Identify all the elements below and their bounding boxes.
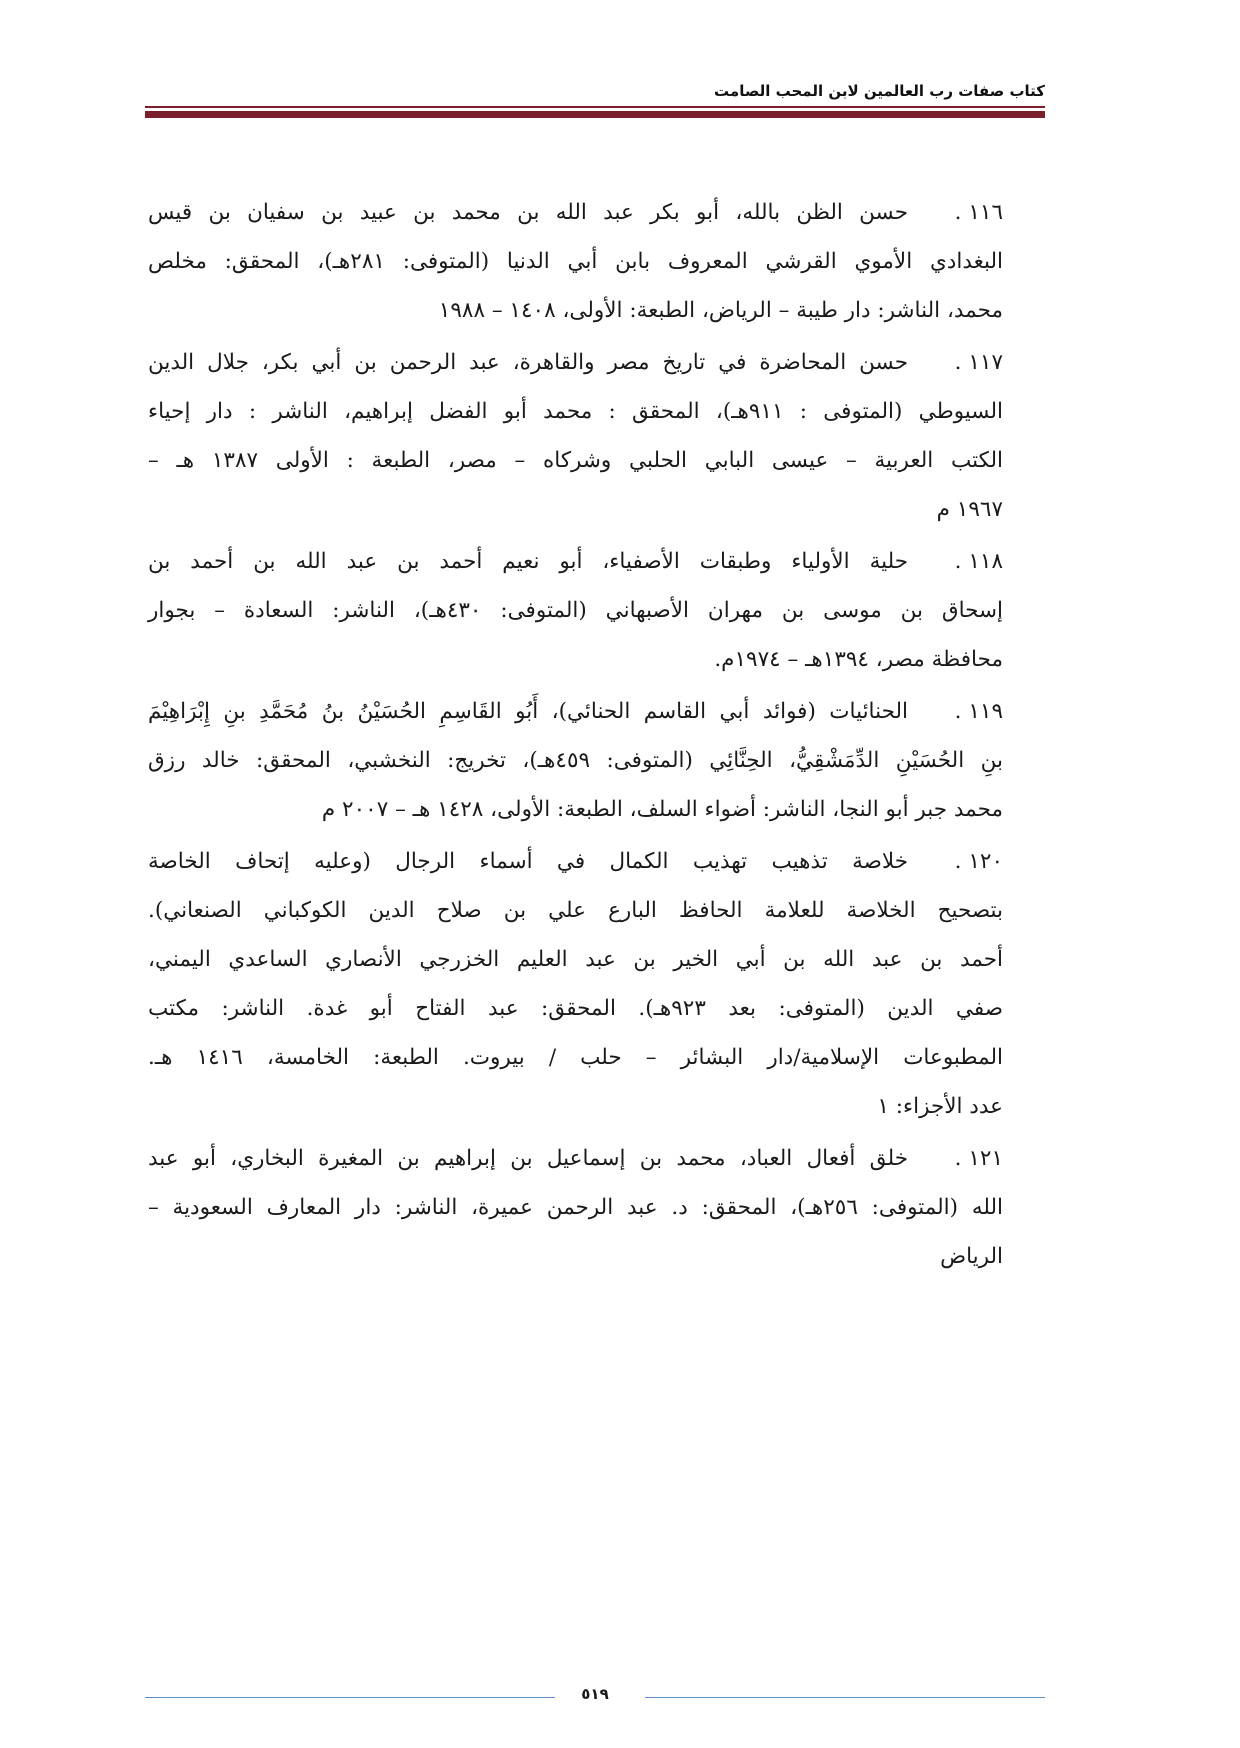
entry-text-line: أحمد بن عبد الله بن أبي الخير بن عبد العليم الخزرجي الأنصاري الساعدي اليمني، (148, 947, 1003, 972)
entry-text-line: إسحاق بن موسى بن مهران الأصبهاني (المتوفى: ٤٣٠هـ)، الناشر: السعادة – بجوار (148, 598, 1003, 623)
entry-text-line: حلية الأولياء وطبقات الأصفياء، أبو نعيم أحمد بن عبد الله بن أحمد بن (148, 549, 908, 574)
entry-text-line: خلق أفعال العباد، محمد بن إسماعيل بن إبراهيم بن المغيرة البخاري، أبو عبد (148, 1146, 908, 1171)
entry-text-line: بنِ الحُسَيْنِ الدِّمَشْقِيُّ، الحِنَّائِي (المتوفى: ٤٥٩هـ)، تخريج: النخشبي، المحقق: خالد رزق (148, 748, 1003, 773)
entry-text-line: محمد جبر أبو النجا، الناشر: أضواء السلف، الطبعة: الأولى، ١٤٢٨ هـ – ٢٠٠٧ م (321, 797, 1003, 822)
entry-text-line: السيوطي (المتوفى : ٩١١هـ)، المحقق : محمد أبو الفضل إبراهيم، الناشر : دار إحياء (148, 399, 1003, 424)
entry-number: ١١٨ . (954, 549, 1003, 574)
entry-text-line: محافظة مصر، ١٣٩٤هـ – ١٩٧٤م. (714, 647, 1003, 672)
bibliography-entry (148, 537, 1003, 684)
entry-number: ١١٧ . (954, 350, 1003, 375)
entry-number: ١١٦ . (954, 200, 1003, 225)
entry-text-line: خلاصة تذهيب تهذيب الكمال في أسماء الرجال (وعليه إتحاف الخاصة (148, 849, 908, 874)
entry-number: ١٢٠ . (954, 849, 1003, 874)
bibliography-entry (148, 188, 1003, 335)
entry-text-line: ١٩٦٧ م (936, 497, 1003, 522)
entry-text-line: الرياض (940, 1244, 1003, 1269)
entry-text-line: محمد، الناشر: دار طيبة – الرياض، الطبعة: الأولى، ١٤٠٨ – ١٩٨٨ (438, 298, 1003, 323)
bibliography-entry (148, 338, 1003, 534)
entry-text-line: حسن الظن بالله، أبو بكر عبد الله بن محمد بن عبيد بن سفيان بن قيس (148, 200, 908, 225)
running-header-title: كتاب صفات رب العالمين لابن المحب الصامت (714, 82, 1045, 100)
bibliography-entry (148, 1134, 1003, 1281)
bibliography-list (148, 188, 1003, 1284)
entry-text-line: حسن المحاضرة في تاريخ مصر والقاهرة، عبد الرحمن بن أبي بكر، جلال الدين (148, 350, 908, 375)
entry-text-line: صفي الدين (المتوفى: بعد ٩٢٣هـ). المحقق: عبد الفتاح أبو غدة. الناشر: مكتب (148, 996, 1003, 1021)
entry-text-line: البغدادي الأموي القرشي المعروف بابن أبي الدنيا (المتوفى: ٢٨١هـ)، المحقق: مخلص (148, 249, 1003, 274)
entry-text-line: عدد الأجزاء: ١ (877, 1094, 1003, 1119)
header-rule-thick (145, 111, 1045, 118)
page-footer (145, 1683, 1045, 1713)
entry-text-line: الكتب العربية – عيسى البابي الحلبي وشركاه – مصر، الطبعة : الأولى ١٣٨٧ هـ – (148, 448, 1003, 473)
entry-text-line: الله (المتوفى: ٢٥٦هـ)، المحقق: د. عبد الرحمن عميرة، الناشر: دار المعارف السعودية – (148, 1195, 1003, 1220)
bibliography-entry (148, 837, 1003, 1131)
entry-text-line: الحنائيات (فوائد أبي القاسم الحنائي)، أَبُو القَاسِمِ الحُسَيْنُ بنُ مُحَمَّدِ بنِ إِبْرَاهِيْمَ (148, 699, 908, 724)
page-number: ٥١٩ (581, 1685, 609, 1703)
header-rule-thin (145, 106, 1045, 108)
bibliography-entry (148, 687, 1003, 834)
entry-number: ١٢١ . (954, 1146, 1003, 1171)
entry-number: ١١٩ . (954, 699, 1003, 724)
entry-text-line: بتصحيح الخلاصة للعلامة الحافظ البارع علي بن صلاح الدين الكوكباني الصنعاني). (148, 898, 1003, 923)
entry-text-line: المطبوعات الإسلامية/دار البشائر – حلب / بيروت. الطبعة: الخامسة، ١٤١٦ هـ. (148, 1045, 1003, 1070)
